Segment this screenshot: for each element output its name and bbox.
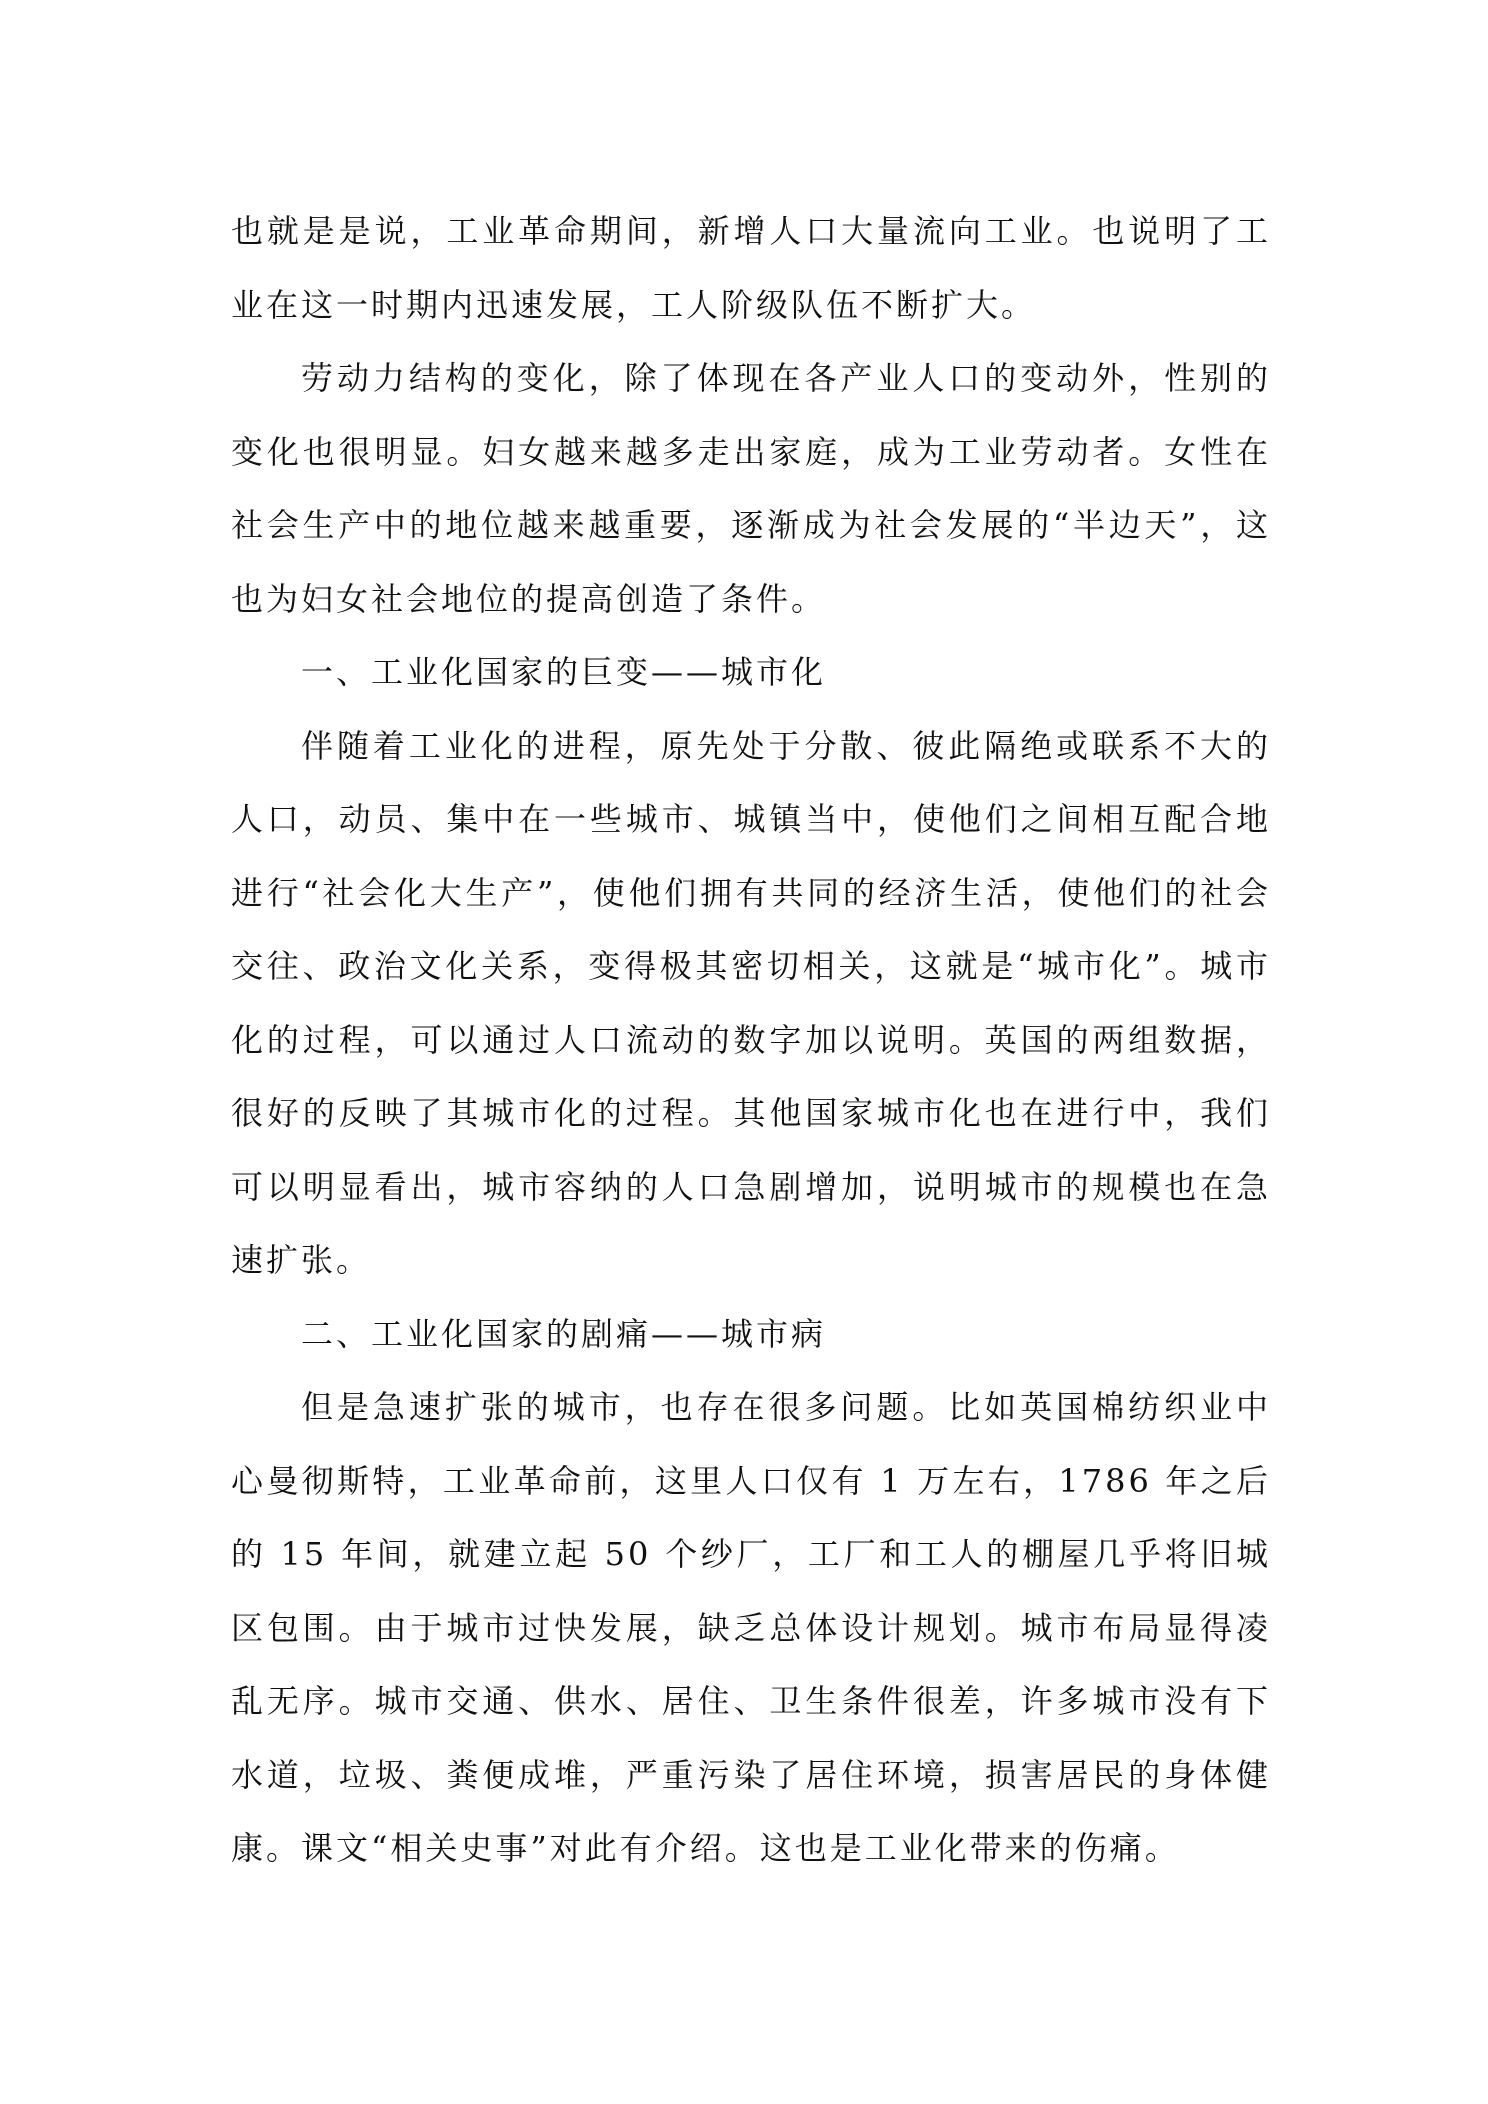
section-heading-urbanization: 一、工业化国家的巨变——城市化 <box>301 653 827 691</box>
paragraph-gender-change: 劳动力结构的变化，除了体现在各产业人口的变动外，性别的变化也很明显。妇女越来越多走出家庭，成为工业劳动者。女性在社会生产中的地位越来越重要，逐渐成为社会发展的“半边天”，这也为妇女社会地位的提高创造了条件。 <box>231 359 1271 618</box>
paragraph-urban-problems: 但是急速扩张的城市，也存在很多问题。比如英国棉纺织业中心曼彻斯特，工业革命前，这里人口仅有 1 万左右，1786 年之后的 15 年间，就建立起 50 个纱厂，工厂和工人的棚屋几乎将旧城区包围。由于城市过快发展，缺乏总体设计规划。城市布局显得凌乱无序。城市交通、供水、居住、卫生条件很差，许多城市没有下水道，垃圾、粪便成堆，严重污染了居住环境，损害居民的身体健康。课文“相关史事”对此有介绍。这也是工业化带来的伤痛。 <box>231 1388 1271 1867</box>
section-heading-urban-disease: 二、工业化国家的剧痛——城市病 <box>301 1314 827 1353</box>
paragraph-urbanization: 伴随着工业化的进程，原先处于分散、彼此隔绝或联系不大的人口，动员、集中在一些城市、城镇当中，使他们之间相互配合地进行“社会化大生产”，使他们拥有共同的经济生活，使他们的社会交往、政治文化关系，变得极其密切相关，这就是“城市化”。城市化的过程，可以通过人口流动的数字加以说明。英国的两组数据，很好的反映了其城市化的过程。其他国家城市化也在进行中，我们可以明显看出，城市容纳的人口急剧增加，说明城市的规模也在急速扩张。 <box>231 726 1271 1279</box>
document-body <box>231 195 1271 1886</box>
paragraph-labor-flow: 也就是是说，工业革命期间，新增人口大量流向工业。也说明了工业在这一时期内迅速发展，工人阶级队伍不断扩大。 <box>231 212 1271 324</box>
